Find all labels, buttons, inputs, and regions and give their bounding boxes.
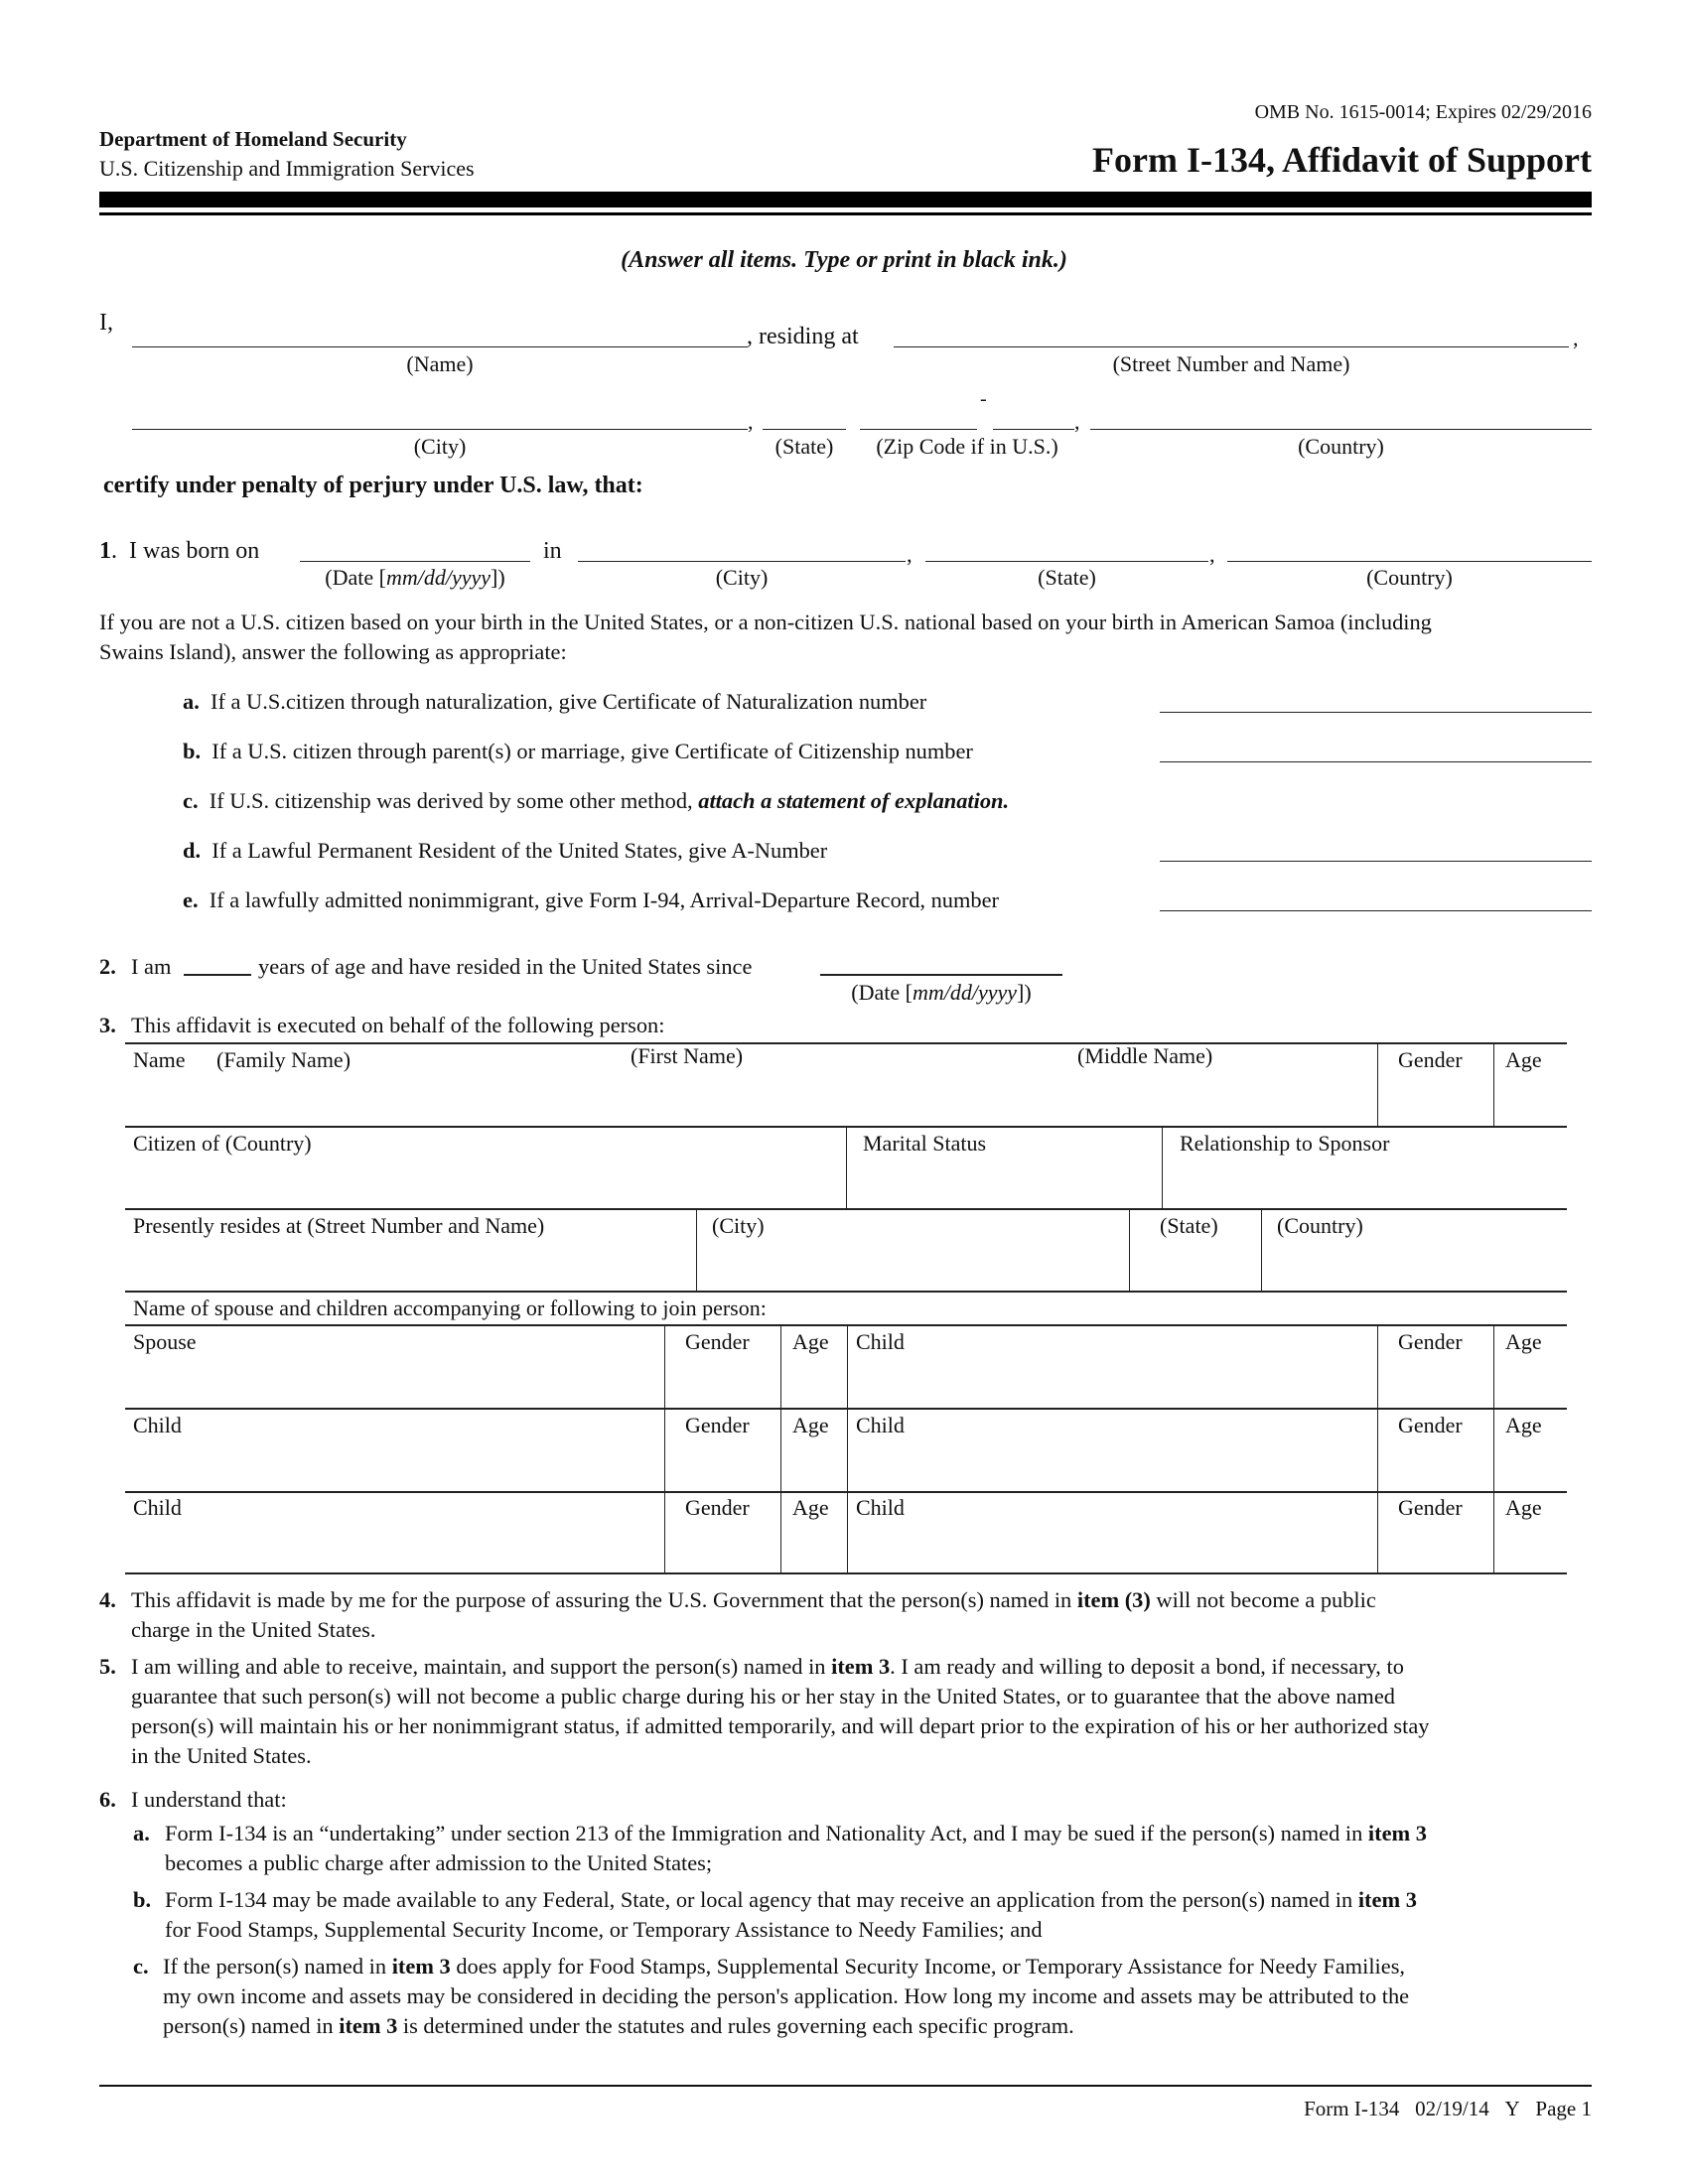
citizenship-certificate-field[interactable] [1160, 741, 1592, 762]
country-label: (Country) [1298, 434, 1384, 459]
family-row-1-right-gender: Gender [1398, 1329, 1463, 1354]
item6c-line1: If the person(s) named in item 3 does apply for Food Stamps, Supplemental Security Income, or Temporary Assistance for Needy Families, [163, 1954, 1406, 1979]
subagency-name: U.S. Citizenship and Immigration Services [99, 156, 475, 181]
sponsor-zip-ext-field[interactable] [993, 408, 1074, 430]
state-label: (State) [774, 434, 834, 459]
residence-since-date-field[interactable] [820, 954, 1062, 976]
footer-edition: Y [1504, 2097, 1520, 2120]
child-5-gender-field[interactable] [1380, 1524, 1489, 1570]
footer [1304, 2097, 1592, 2121]
child-3-age-field[interactable] [1496, 1441, 1564, 1487]
resides-street-field[interactable] [129, 1240, 692, 1288]
footer-rule [99, 2085, 1592, 2087]
item1-in: in [543, 538, 562, 564]
child-2-gender-field[interactable] [667, 1441, 776, 1487]
item1-line: 1. I was born on [99, 538, 260, 564]
child-3-gender-field[interactable] [1380, 1441, 1489, 1487]
spouse-name-field[interactable] [129, 1358, 660, 1404]
item6c-letter: c. [133, 1954, 149, 1979]
family-row-2-left: Child [133, 1413, 182, 1437]
item6c-line2: my own income and assets may be considered in deciding the person's application. How long my income and assets may be attributed to the [163, 1983, 1410, 2008]
citizenship-item-b: b. If a U.S. citizen through parent(s) or marriage, give Certificate of Citizenship number [183, 739, 973, 763]
item4-number: 4. [99, 1587, 116, 1612]
street-label: (Street Number and Name) [1112, 351, 1350, 376]
child-4-gender-field[interactable] [667, 1524, 776, 1570]
citizen-of-label: Citizen of (Country) [133, 1131, 312, 1156]
item1-number: 1 [99, 538, 111, 564]
citizenship-item-a: a. If a U.S.citizen through naturalization, give Certificate of Naturalization number [183, 689, 927, 714]
item6-number: 6. [99, 1787, 116, 1812]
birth-state-comma: , [1209, 542, 1215, 567]
sponsor-country-field[interactable] [1090, 408, 1592, 430]
item6b-letter: b. [133, 1887, 152, 1912]
middle-name-label: (Middle Name) [1077, 1043, 1213, 1068]
resides-state-field[interactable] [1133, 1240, 1257, 1288]
resides-country-label: (Country) [1277, 1213, 1363, 1238]
citizen-of-field[interactable] [129, 1158, 842, 1205]
footer-page: Page 1 [1535, 2097, 1592, 2120]
marital-status-field[interactable] [850, 1158, 1158, 1205]
birth-date-field[interactable] [300, 540, 530, 562]
birth-city-label: (City) [715, 565, 769, 590]
item2-text-b: years of age and have resided in the United States since [258, 954, 753, 979]
birth-state-field[interactable] [925, 540, 1208, 562]
relationship-label: Relationship to Sponsor [1180, 1131, 1390, 1156]
relationship-field[interactable] [1166, 1158, 1565, 1205]
item2-number: 2. [99, 954, 116, 979]
birth-country-label: (Country) [1366, 565, 1453, 590]
beneficiary-age-field[interactable] [1496, 1074, 1564, 1122]
family-row-3-left: Child [133, 1495, 182, 1520]
family-heading: Name of spouse and children accompanying or following to join person: [133, 1296, 767, 1320]
item6a-letter: a. [133, 1821, 150, 1845]
item5-line2: guarantee that such person(s) will not become a public charge during his or her stay in the United States, or to guarantee that the above named [131, 1684, 1395, 1708]
header-thin-rule [99, 212, 1592, 215]
footer-form: Form I-134 [1304, 2097, 1400, 2120]
family-row-2-left-gender: Gender [685, 1413, 750, 1437]
citizenship-item-e: e. If a lawfully admitted nonimmigrant, give Form I-94, Arrival-Departure Record, number [183, 887, 1000, 912]
gender-label: Gender [1398, 1047, 1463, 1072]
a-number-field[interactable] [1160, 840, 1592, 862]
resides-city-field[interactable] [700, 1240, 1125, 1288]
first-name-label: (First Name) [631, 1043, 744, 1068]
beneficiary-gender-field[interactable] [1380, 1074, 1489, 1122]
birth-city-comma: , [907, 542, 913, 567]
city-comma: , [748, 409, 754, 434]
residing-at-label: , residing at [747, 324, 859, 349]
birth-country-field[interactable] [1227, 540, 1592, 562]
citizenship-item-d: d. If a Lawful Permanent Resident of the United States, give A-Number [183, 838, 828, 863]
birth-city-field[interactable] [578, 540, 906, 562]
item3-text: This affidavit is executed on behalf of the following person: [131, 1013, 665, 1037]
child-1-age-field[interactable] [1496, 1358, 1564, 1404]
sponsor-zip-field[interactable] [860, 408, 977, 430]
name-label: Name [133, 1047, 186, 1072]
sponsor-name-field[interactable] [132, 326, 748, 347]
sponsor-age-field[interactable] [184, 954, 251, 976]
family-row-1-left-gender: Gender [685, 1329, 750, 1354]
marital-status-label: Marital Status [863, 1131, 987, 1156]
item5-number: 5. [99, 1654, 116, 1679]
child-2-name-field[interactable] [129, 1441, 660, 1487]
child-3-name-field[interactable] [850, 1441, 1373, 1487]
name-label: (Name) [406, 351, 474, 376]
family-row-3-right: Child [856, 1495, 905, 1520]
child-2-age-field[interactable] [783, 1441, 843, 1487]
family-row-1-left: Spouse [133, 1329, 197, 1354]
child-1-gender-field[interactable] [1380, 1358, 1489, 1404]
item1-text: I was born on [129, 538, 260, 564]
resides-state-label: (State) [1160, 1213, 1218, 1238]
citizenship-intro-line1: If you are not a U.S. citizen based on your birth in the United States, or a non-citizen U.S. national based on your birth in American Samoa (including [99, 610, 1432, 634]
item5-line1: I am willing and able to receive, maintain, and support the person(s) named in item 3. I am ready and willing to deposit a bond, if necessary, to [131, 1654, 1404, 1679]
resides-at-label: Presently resides at (Street Number and Name) [133, 1213, 545, 1238]
resides-country-field[interactable] [1265, 1240, 1565, 1288]
child-1-name-field[interactable] [850, 1358, 1373, 1404]
certify-statement: certify under penalty of perjury under U.S. law, that: [103, 473, 643, 498]
citizenship-item-c: c. If U.S. citizenship was derived by some other method, attach a statement of explanation. [183, 788, 1010, 813]
family-row-2-right: Child [856, 1413, 905, 1437]
family-row-3-right-gender: Gender [1398, 1495, 1463, 1520]
item6-text: I understand that: [131, 1787, 287, 1812]
residence-date-label: (Date [mm/dd/yyyy]) [851, 980, 1032, 1005]
birth-date-label: (Date [mm/dd/yyyy]) [325, 565, 505, 590]
omb-number: OMB No. 1615-0014; Expires 02/29/2016 [1254, 101, 1592, 123]
item6a-line1: Form I-134 is an “undertaking” under section 213 of the Immigration and Nationality Act, and I may be sued if the person(s) named in item 3 [165, 1821, 1427, 1845]
item2-text-a: I am [131, 954, 172, 979]
footer-date: 02/19/14 [1415, 2097, 1489, 2120]
spouse-gender-field[interactable] [667, 1358, 776, 1404]
city-label: (City) [413, 434, 467, 459]
item6a-line2: becomes a public charge after admission to the United States; [165, 1850, 713, 1875]
sponsor-state-field[interactable] [763, 408, 846, 430]
child-5-age-field[interactable] [1496, 1524, 1564, 1570]
family-row-3-right-age: Age [1505, 1495, 1542, 1520]
beneficiary-name-field[interactable] [129, 1074, 1372, 1122]
spouse-age-field[interactable] [783, 1358, 843, 1404]
header-thick-bar [99, 192, 1592, 207]
street-trailing-comma: , [1573, 326, 1579, 350]
sponsor-street-field[interactable] [894, 326, 1569, 347]
naturalization-number-field[interactable] [1160, 691, 1592, 713]
sponsor-city-field[interactable] [132, 408, 748, 430]
i94-number-field[interactable] [1160, 889, 1592, 911]
family-row-3-left-age: Age [792, 1495, 829, 1520]
citizenship-intro-line2: Swains Island), answer the following as appropriate: [99, 639, 567, 664]
zip-label: (Zip Code if in U.S.) [876, 434, 1058, 459]
item5-line3: person(s) will maintain his or her nonimmigrant status, if admitted temporarily, and will depart prior to the expiration of his or her authorized stay [131, 1713, 1430, 1738]
agency-name: Department of Homeland Security [99, 127, 407, 151]
family-row-2-left-age: Age [792, 1413, 829, 1437]
item4-line2: charge in the United States. [131, 1617, 376, 1642]
zip-dash: - [980, 388, 987, 410]
child-4-age-field[interactable] [783, 1524, 843, 1570]
item6b-line2: for Food Stamps, Supplemental Security Income, or Temporary Assistance to Needy Families; and [165, 1917, 1043, 1942]
item3-number: 3. [99, 1013, 116, 1037]
family-row-3-left-gender: Gender [685, 1495, 750, 1520]
resides-city-label: (City) [712, 1213, 765, 1238]
item5-line4: in the United States. [131, 1743, 312, 1768]
item4-line1: This affidavit is made by me for the purpose of assuring the U.S. Government that the person(s) named in item (3) will not become a public [131, 1587, 1376, 1612]
zip-comma: , [1074, 409, 1080, 434]
sponsor-prefix: I, [99, 310, 113, 336]
family-row-1-left-age: Age [792, 1329, 829, 1354]
family-name-label: (Family Name) [216, 1047, 352, 1072]
family-row-2-right-age: Age [1505, 1413, 1542, 1437]
birth-state-label: (State) [1038, 565, 1096, 590]
form-title: Form I-134, Affidavit of Support [1092, 140, 1592, 180]
family-row-1-right-age: Age [1505, 1329, 1542, 1354]
item6c-line3: person(s) named in item 3 is determined under the statutes and rules governing each specific program. [163, 2013, 1074, 2038]
child-5-name-field[interactable] [850, 1524, 1373, 1570]
family-row-1-right: Child [856, 1329, 905, 1354]
instructions: (Answer all items. Type or print in black ink.) [621, 247, 1067, 273]
family-row-2-right-gender: Gender [1398, 1413, 1463, 1437]
child-4-name-field[interactable] [129, 1524, 660, 1570]
item6b-line1: Form I-134 may be made available to any Federal, State, or local agency that may receive an application from the person(s) named in item 3 [165, 1887, 1417, 1912]
age-label: Age [1505, 1047, 1542, 1072]
